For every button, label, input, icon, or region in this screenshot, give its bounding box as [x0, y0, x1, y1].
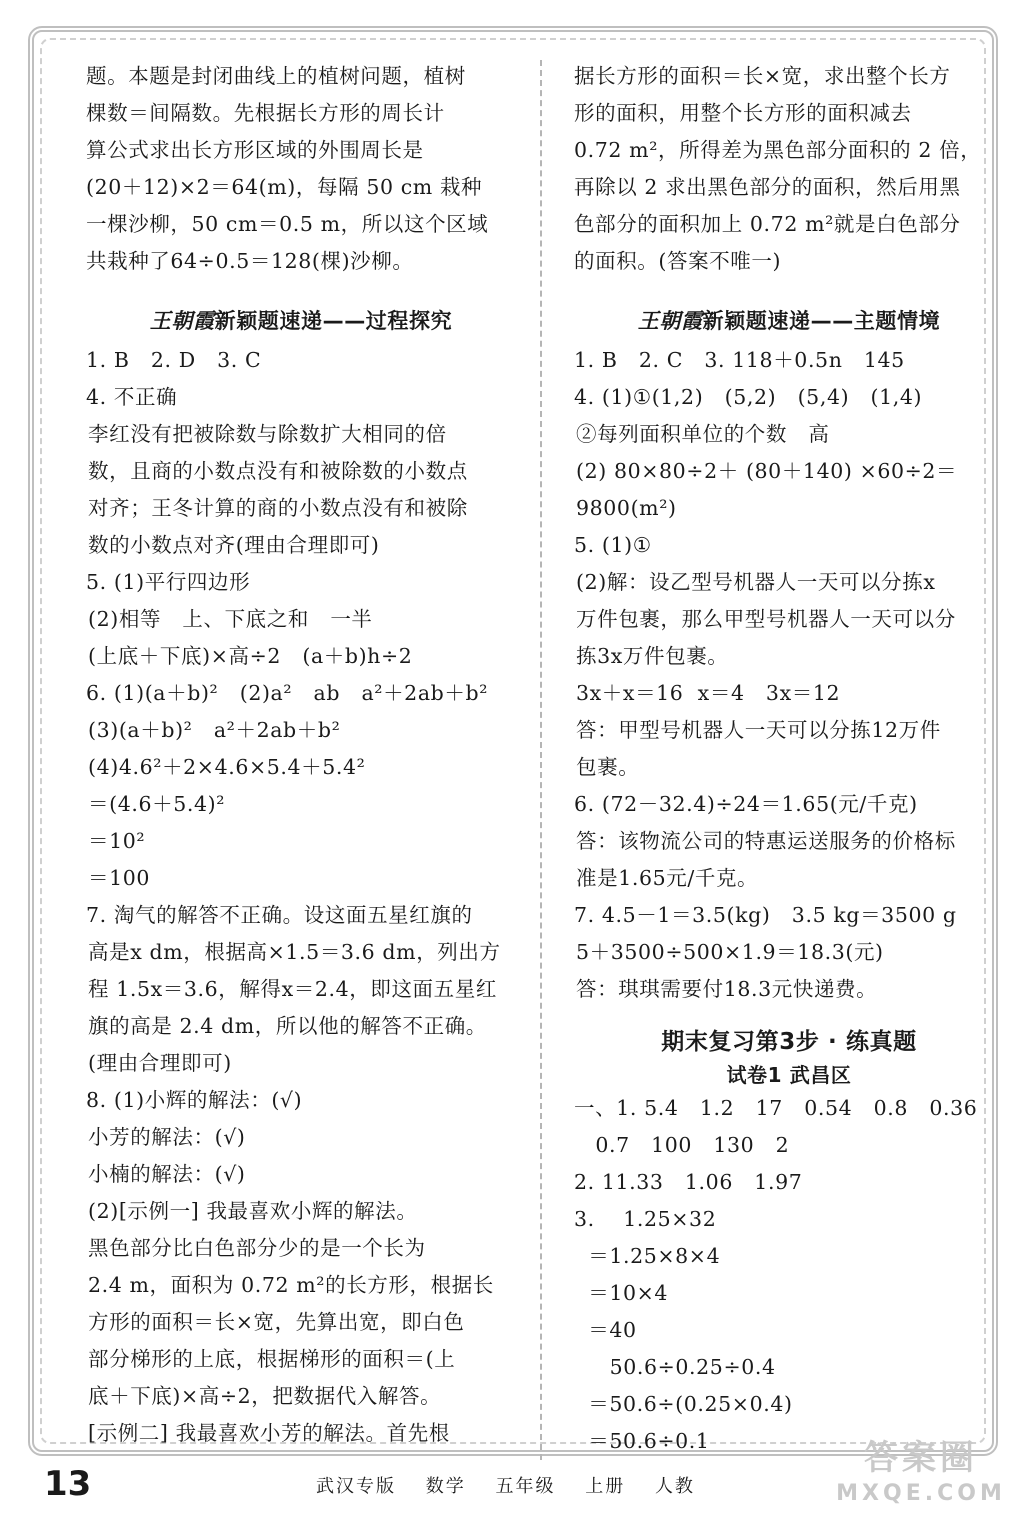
answer-line: ＝100 [88, 866, 151, 890]
section-heading [574, 302, 1004, 340]
answer-line: 高是x dm，根据高×1.5＝3.6 dm，列出方 [88, 940, 501, 964]
right-column [574, 58, 1004, 1460]
text-line: (20＋12)×2＝64(m)，每隔 50 cm 栽种 [86, 175, 483, 199]
edition-label: 武汉专版 [316, 1476, 396, 1497]
answer-line: 5. (1)① [574, 533, 652, 557]
brand-logo-text: 王朝霞 [637, 308, 703, 333]
exam-answers [574, 1090, 1004, 1460]
answer-line: 4. (1)①(1,2) (5,2) (5,4) (1,4) [574, 385, 923, 409]
answer-line: 小芳的解法：(√) [88, 1125, 246, 1149]
answer-line: 5. (1)平行四边形 [86, 570, 251, 594]
left-answers [86, 342, 516, 1452]
text-line: 形的面积，用整个长方形的面积减去 [574, 101, 912, 125]
answer-line: ②每列面积单位的个数 高 [576, 422, 830, 446]
answer-line: 7. 4.5－1＝3.5(kg) 3.5 kg＝3500 g [574, 903, 957, 927]
answer-line: 拣3x万件包裹。 [576, 644, 729, 668]
answer-line: 旗的高是 2.4 dm，所以他的解答不正确。 [88, 1014, 487, 1038]
column-divider [540, 60, 542, 1460]
answer-line: ＝50.6÷0.1 [574, 1429, 710, 1453]
answer-line: 数，且商的小数点没有和被除数的小数点 [88, 459, 468, 483]
answer-line: 万件包裹，那么甲型号机器人一天可以分 [576, 607, 956, 631]
exam-subtitle: 试卷1 武昌区 [726, 1063, 852, 1087]
text-line: 再除以 2 求出黑色部分的面积，然后用黑 [574, 175, 961, 199]
answer-line: 1. B 2. C 3. 118＋0.5n 145 [574, 348, 905, 372]
text-line: 题。本题是封闭曲线上的植树问题，植树 [86, 64, 466, 88]
answer-line: 9800(m²) [576, 496, 677, 520]
answer-line: 数的小数点对齐(理由合理即可) [88, 533, 380, 557]
answer-line: ＝50.6÷(0.25×0.4) [574, 1392, 793, 1416]
answer-line: 2.4 m，面积为 0.72 m²的长方形，根据长 [88, 1273, 494, 1297]
volume-label: 上册 [585, 1476, 626, 1497]
answer-line: 答：该物流公司的特惠运送服务的价格标 [576, 829, 956, 853]
answer-line: 0.7 100 130 2 [574, 1133, 790, 1157]
watermark-logo [836, 1436, 1006, 1526]
exam-title: 期末复习第3步 · 练真题 [661, 1029, 917, 1055]
answer-line: ＝1.25×8×4 [574, 1244, 721, 1268]
answer-line: 2. 11.33 1.06 1.97 [574, 1170, 803, 1194]
answer-line: 8. (1)小辉的解法：(√) [86, 1088, 303, 1112]
answer-line: 准是1.65元/千克。 [576, 866, 759, 890]
answer-line: (3)(a＋b)² a²＋2ab＋b² [88, 718, 341, 742]
subject-label: 数学 [425, 1476, 466, 1497]
publisher-label: 人教 [654, 1476, 695, 1497]
text-line: 色部分的面积加上 0.72 m²就是白色部分 [574, 212, 961, 236]
section-title: 新颖题速递——主题情境 [702, 309, 941, 333]
answer-line: 7. 淘气的解答不正确。设这面五星红旗的 [86, 903, 473, 927]
answer-line: 底＋下底)×高÷2，把数据代入解答。 [88, 1384, 442, 1408]
answer-line: 对齐；王冬计算的商的小数点没有和被除 [88, 496, 468, 520]
watermark-top: 答案圈 [864, 1438, 978, 1478]
brand-logo-text: 王朝霞 [149, 308, 215, 333]
answer-line: 部分梯形的上底，根据梯形的面积＝(上 [88, 1347, 456, 1371]
answer-line: 3x＋x＝16 x＝4 3x＝12 [576, 681, 841, 705]
answer-line: 黑色部分比白色部分少的是一个长为 [88, 1236, 426, 1260]
book-info [316, 1472, 717, 1498]
answer-line: 1. B 2. D 3. C [86, 348, 262, 372]
answer-line: (上底＋下底)×高÷2 (a＋b)h÷2 [88, 644, 413, 668]
watermark-bottom: MXQE.COM [836, 1481, 1006, 1506]
answer-line: 一、1. 5.4 1.2 17 0.54 0.8 0.36 [574, 1096, 978, 1120]
text-line: 棵数＝间隔数。先根据长方形的周长计 [86, 101, 445, 125]
page-number: 13 [44, 1464, 92, 1504]
answer-line: 答：琪琪需要付18.3元快递费。 [576, 977, 878, 1001]
answer-line: (2)解：设乙型号机器人一天可以分拣x [576, 570, 936, 594]
right-answers [574, 342, 1004, 1008]
answer-line: (4)4.6²＋2×4.6×5.4＋5.4² [88, 755, 366, 779]
answer-line: 6. (1)(a＋b)² (2)a² ab a²＋2ab＋b² [86, 681, 489, 705]
text-line: 的面积。(答案不唯一) [574, 249, 782, 273]
answer-line: 方形的面积＝长×宽，先算出宽，即白色 [88, 1310, 465, 1334]
answer-line: [示例二] 我最喜欢小芳的解法。首先根 [88, 1421, 450, 1445]
text-line: 共栽种了64÷0.5＝128(棵)沙柳。 [86, 249, 414, 273]
answer-line: ＝(4.6＋5.4)² [88, 792, 226, 816]
grade-label: 五年级 [495, 1476, 556, 1497]
answer-line: 3. 1.25×32 [574, 1207, 717, 1231]
answer-line: 4. 不正确 [86, 385, 178, 409]
text-line: 据长方形的面积＝长×宽，求出整个长方 [574, 64, 951, 88]
answer-line: (理由合理即可) [88, 1051, 232, 1075]
answer-line: (2)相等 上、下底之和 一半 [88, 607, 373, 631]
section-heading [86, 302, 516, 340]
answer-line: ＝10² [88, 829, 146, 853]
answer-line: 6. (72－32.4)÷24＝1.65(元/千克) [574, 792, 918, 816]
answer-line: ＝10×4 [574, 1281, 669, 1305]
answer-line: 小楠的解法：(√) [88, 1162, 246, 1186]
answer-line: 答：甲型号机器人一天可以分拣12万件 [576, 718, 941, 742]
text-line: 一棵沙柳，50 cm＝0.5 m，所以这个区域 [86, 212, 489, 236]
text-line: 算公式求出长方形区域的外围周长是 [86, 138, 424, 162]
answer-line: 包裹。 [576, 755, 640, 779]
text-line: 0.72 m²，所得差为黑色部分面积的 2 倍， [574, 138, 982, 162]
answer-line: 程 1.5x＝3.6，解得x＝2.4，即这面五星红 [88, 977, 497, 1001]
section-title: 新颖题速递——过程探究 [214, 309, 453, 333]
left-column [86, 58, 516, 1452]
answer-line: (2) 80×80÷2＋ (80＋140) ×60÷2＝ [576, 459, 958, 483]
answer-line: 李红没有把被除数与除数扩大相同的倍 [88, 422, 447, 446]
left-intro [86, 58, 516, 280]
right-intro [574, 58, 1004, 280]
answer-line: 5＋3500÷500×1.9＝18.3(元) [576, 940, 884, 964]
answer-line: ＝40 [574, 1318, 637, 1342]
answer-line: 50.6÷0.25÷0.4 [574, 1355, 776, 1379]
answer-line: (2)[示例一] 我最喜欢小辉的解法。 [88, 1199, 418, 1223]
